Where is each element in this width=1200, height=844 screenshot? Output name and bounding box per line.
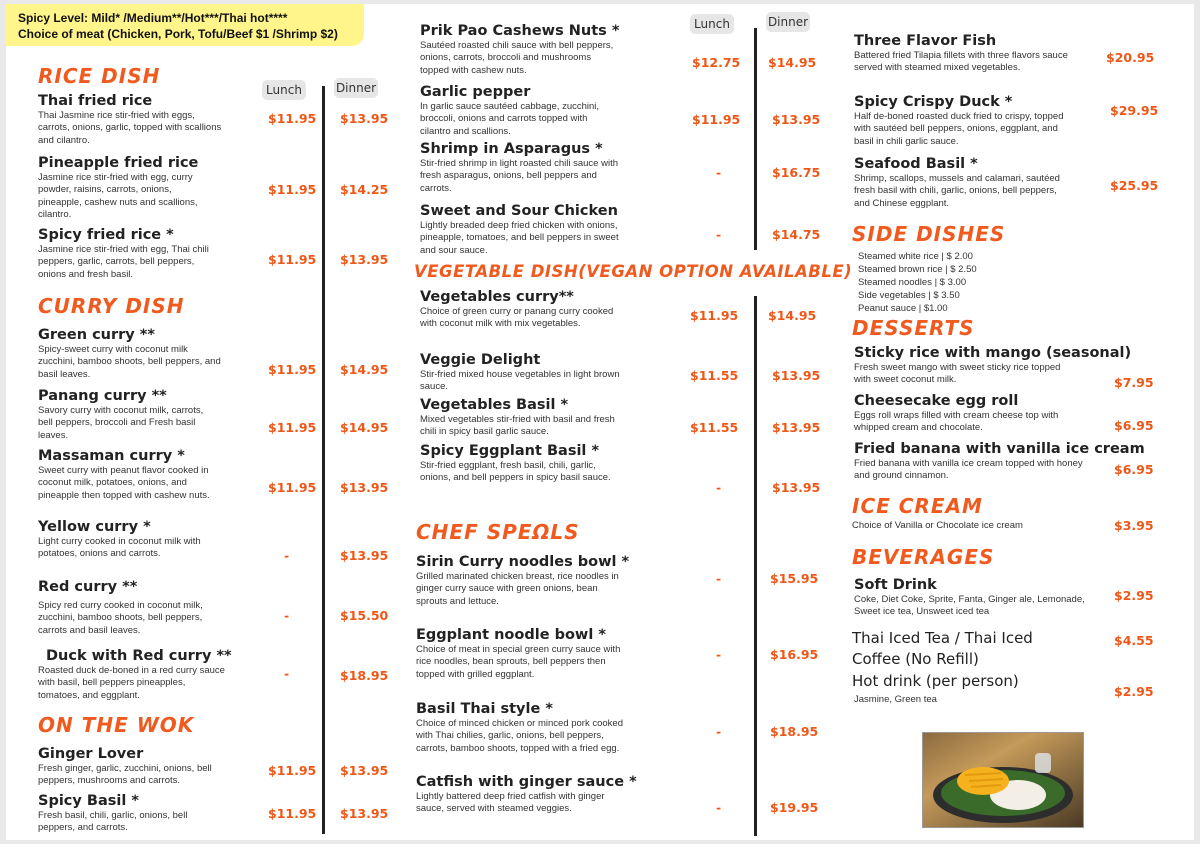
item-desc: Stir-fried shrimp in light roasted chili sauce with fresh asparagus, onions, bell peppers and carrots. <box>420 158 618 194</box>
item-price: $7.95 <box>1114 375 1154 390</box>
menu-item <box>420 396 630 439</box>
side-dish-item: Steamed white rice | $ 2.00 <box>858 251 973 262</box>
item-name: Pineapple fried rice <box>38 155 199 171</box>
item-desc: Spicy-sweet curry with coconut milk zucchini, bamboo shoots, bell peppers, and basil leaves. <box>38 344 221 380</box>
lunch-header: Lunch <box>262 80 306 100</box>
item-desc: Jasmine, Green tea <box>854 694 937 705</box>
lunch-price: $11.95 <box>268 362 317 377</box>
menu-item <box>852 628 1092 670</box>
section-title-chef-specials: CHEF SPEΩLS <box>416 520 580 544</box>
item-desc: Eggs roll wraps filled with cream cheese top with whipped cream and chocolate. <box>854 410 1059 434</box>
item-price: $6.95 <box>1114 418 1154 433</box>
dinner-price: $18.95 <box>340 668 389 683</box>
item-name: Vegetables Basil * <box>420 397 569 413</box>
lunch-price: $11.95 <box>268 480 317 495</box>
item-name: Green curry ** <box>38 327 155 343</box>
item-name: Prik Pao Cashews Nuts * <box>420 23 620 39</box>
lunch-price: - <box>716 800 722 815</box>
item-name: Seafood Basil * <box>854 156 978 172</box>
item-desc: Fresh sweet mango with sweet sticky rice topped with sweet coconut milk. <box>854 362 1061 386</box>
item-price: $20.95 <box>1106 50 1155 65</box>
item-desc: Grilled marinated chicken breast, rice noodles in ginger curry sauce with green onions, bean sprouts and lettuce. <box>416 571 619 607</box>
menu-item <box>38 92 228 147</box>
column-divider <box>754 28 757 250</box>
lunch-price: $11.95 <box>268 252 317 267</box>
menu-item <box>420 140 620 195</box>
dinner-price: $19.95 <box>770 800 819 815</box>
item-name: Ginger Lover <box>38 746 144 762</box>
item-desc: Stir-fried eggplant, fresh basil, chili, garlic, onions, and bell peppers in spicy basil sauce. <box>420 460 611 484</box>
menu-item <box>38 578 218 637</box>
lunch-price: - <box>716 647 722 662</box>
menu-item <box>854 392 1094 435</box>
item-desc: Choice of minced chicken or minced pork cooked with Thai chilies, garlic, onions, bell peppers, carrots, bamboo shoots, topped with a fried egg. <box>416 718 623 754</box>
menu-item <box>416 626 631 681</box>
item-desc: Fresh basil, chili, garlic, onions, bell peppers, and carrots. <box>38 810 188 834</box>
lunch-price: - <box>716 165 722 180</box>
item-desc: Half de-boned roasted duck fried to crispy, topped with sautéed bell peppers, onions, eggplant, and basil in chili garlic sauce. <box>854 111 1064 147</box>
item-desc: Coke, Diet Coke, Sprite, Fanta, Ginger ale, Lemonade, Sweet ice tea, Unsweet iced tea <box>854 594 1085 618</box>
menu-item <box>38 647 232 702</box>
item-name: Hot drink (per person) <box>852 672 1019 690</box>
dinner-price: $15.95 <box>770 571 819 586</box>
item-desc: Lightly breaded deep fried chicken with onions, pineapple, tomatoes, and bell peppers in sweet and sour sauce. <box>420 220 619 256</box>
lunch-price: $11.55 <box>690 420 739 435</box>
item-desc: Choice of meat in special green curry sauce with rice noodles, bean sprouts, bell peppers then topped with grilled eggplant. <box>416 644 621 680</box>
menu-item <box>38 226 223 281</box>
dinner-price: $13.95 <box>772 368 821 383</box>
menu-item <box>420 288 630 331</box>
item-desc: Sweet curry with peanut flavor cooked in coconut milk, potatoes, onions, and pineapple then topped with cashew nuts. <box>38 465 210 501</box>
item-desc: Sautéed roasted chili sauce with bell peppers, onions, carrots, broccoli and mushrooms topped with cashew nuts. <box>420 40 614 76</box>
item-desc: Thai Jasmine rice stir-fried with eggs, carrots, onions, garlic, topped with scallions and cilantro. <box>38 110 222 146</box>
item-name: Duck with Red curry ** <box>46 648 232 664</box>
item-desc: Light curry cooked in coconut milk with potatoes, onions and carrots. <box>38 536 201 560</box>
lunch-price: - <box>284 608 290 623</box>
side-dish-item: Steamed brown rice | $ 2.50 <box>858 264 977 275</box>
menu-item <box>420 202 620 257</box>
dinner-price: $13.95 <box>340 480 389 495</box>
section-title-rice: RICE DISH <box>38 64 161 88</box>
item-desc: Spicy red curry cooked in coconut milk, zucchini, bamboo shoots, bell peppers, carrots and basil leaves. <box>38 600 203 636</box>
side-dish-item: Steamed noodles | $ 3.00 <box>858 277 967 288</box>
menu-item <box>420 351 630 394</box>
dinner-price: $14.95 <box>768 308 817 323</box>
menu-item <box>38 447 218 502</box>
menu-item <box>852 671 1092 706</box>
column-left <box>6 4 400 840</box>
lunch-price: $11.95 <box>268 111 317 126</box>
lunch-price: $11.95 <box>268 806 317 821</box>
item-desc: Stir-fried mixed house vegetables in light brown sauce. <box>420 369 620 393</box>
item-name: Red curry ** <box>38 579 138 595</box>
column-divider <box>754 296 757 836</box>
dinner-header: Dinner <box>334 78 378 98</box>
item-name: Vegetables curry** <box>420 289 574 305</box>
item-name: Basil Thai style * <box>416 701 553 717</box>
menu-item <box>38 326 223 381</box>
dinner-price: $13.95 <box>772 480 821 495</box>
item-name: Sweet and Sour Chicken <box>420 203 618 219</box>
dinner-price: $13.95 <box>340 252 389 267</box>
item-desc: In garlic sauce sautéed cabbage, zucchini, broccoli, onions and carrots topped with cilantro and scallions. <box>420 101 600 137</box>
lunch-price: $11.55 <box>690 368 739 383</box>
item-desc: Battered fried Tilapia fillets with three flavors sauce served with steamed mixed vegetables. <box>854 50 1068 74</box>
menu-item <box>854 155 1074 210</box>
side-dish-item: Side vegetables | $ 3.50 <box>858 290 960 301</box>
item-name: Shrimp in Asparagus * <box>420 141 603 157</box>
lunch-price: $11.95 <box>692 112 741 127</box>
item-name: Cheesecake egg roll <box>854 393 1019 409</box>
menu-item <box>854 32 1074 75</box>
dinner-price: $13.95 <box>340 111 389 126</box>
item-name: Garlic pepper <box>420 84 531 100</box>
item-name: Thai fried rice <box>38 93 153 109</box>
item-name: Sticky rice with mango (seasonal) <box>854 345 1132 361</box>
item-name: Spicy Eggplant Basil * <box>420 443 600 459</box>
menu-item <box>854 576 1094 619</box>
dinner-price: $13.95 <box>340 763 389 778</box>
menu-item <box>854 344 1134 387</box>
food-illustration <box>923 733 1083 827</box>
dinner-price: $15.50 <box>340 608 389 623</box>
dinner-price: $14.75 <box>772 227 821 242</box>
item-price: $2.95 <box>1114 588 1154 603</box>
lunch-price: $12.75 <box>692 55 741 70</box>
lunch-price: - <box>284 666 290 681</box>
lunch-price: - <box>716 724 722 739</box>
dinner-price: $14.95 <box>340 362 389 377</box>
dinner-header: Dinner <box>766 12 810 32</box>
item-price: $29.95 <box>1110 103 1159 118</box>
mango-sticky-rice-photo <box>922 732 1084 828</box>
dinner-price: $13.95 <box>340 806 389 821</box>
menu-item <box>854 93 1074 148</box>
section-title-ice-cream: ICE CREAM <box>852 494 983 518</box>
item-name: Catfish with ginger sauce * <box>416 774 637 790</box>
item-name: Sirin Curry noodles bowl * <box>416 554 630 570</box>
item-name: Spicy fried rice * <box>38 227 174 243</box>
lunch-price: - <box>284 548 290 563</box>
lunch-price: - <box>716 480 722 495</box>
item-name-continued: Coffee (No Refill) <box>852 650 979 668</box>
item-desc: Jasmine rice stir-fried with egg, Thai chili peppers, garlic, carrots, bell peppers, onions and fresh basil. <box>38 244 209 280</box>
column-right <box>846 4 1194 840</box>
item-price: $25.95 <box>1110 178 1159 193</box>
menu-item <box>420 83 620 138</box>
menu-item <box>420 442 620 485</box>
section-title-curry: CURRY DISH <box>38 294 185 318</box>
dinner-price: $14.25 <box>340 182 389 197</box>
item-price: $6.95 <box>1114 462 1154 477</box>
menu-item <box>38 518 218 561</box>
item-price: $2.95 <box>1114 684 1154 699</box>
item-name: Panang curry ** <box>38 388 167 404</box>
dinner-price: $13.95 <box>772 112 821 127</box>
item-desc: Jasmine rice stir-fried with egg, curry powder, raisins, carrots, onions, pineapple, cashew nuts and scallions, cilantro. <box>38 172 198 221</box>
menu-item <box>38 745 238 788</box>
item-name: Spicy Crispy Duck * <box>854 94 1013 110</box>
dinner-price: $16.75 <box>772 165 821 180</box>
item-desc: Choice of green curry or panang curry cooked with coconut milk with mix vegetables. <box>420 306 614 330</box>
item-desc: Mixed vegetables stir-fried with basil and fresh chili in spicy basil garlic sauce. <box>420 414 615 438</box>
item-name: Eggplant noodle bowl * <box>416 627 606 643</box>
dinner-price: $14.95 <box>340 420 389 435</box>
column-divider <box>322 86 325 834</box>
dinner-price: $13.95 <box>772 420 821 435</box>
lunch-price: - <box>716 571 722 586</box>
item-price: $4.55 <box>1114 633 1154 648</box>
ice-cream-desc: Choice of Vanilla or Chocolate ice cream <box>852 520 1023 531</box>
menu-item <box>416 700 626 755</box>
item-desc: Shrimp, scallops, mussels and calamari, sautéed fresh basil with chili, garlic, onions, bell peppers, and Chinese eggplant. <box>854 173 1060 209</box>
dinner-price: $13.95 <box>340 548 389 563</box>
spice-info-banner <box>6 4 364 46</box>
section-title-wok: ON THE WOK <box>38 713 195 737</box>
item-desc: Savory curry with coconut milk, carrots, bell peppers, broccoli and Fresh basil leaves. <box>38 405 204 441</box>
lunch-price: - <box>716 227 722 242</box>
item-name: Thai Iced Tea / Thai Iced <box>852 629 1033 647</box>
menu-item <box>38 387 208 442</box>
menu-item <box>416 773 637 816</box>
dinner-price: $16.95 <box>770 647 819 662</box>
lunch-price: $11.95 <box>690 308 739 323</box>
spicy-level-text: Spicy Level: Mild* /Medium**/Hot***/Thai hot**** <box>18 11 288 25</box>
dinner-price: $18.95 <box>770 724 819 739</box>
item-desc: Fresh ginger, garlic, zucchini, onions, bell peppers, mushrooms and carrots. <box>38 763 212 787</box>
item-name: Veggie Delight <box>420 352 541 368</box>
item-name: Three Flavor Fish <box>854 33 997 49</box>
item-name: Massaman curry * <box>38 448 185 464</box>
item-desc: Fried banana with vanilla ice cream topped with honey and ground cinnamon. <box>854 458 1083 482</box>
lunch-header: Lunch <box>690 14 734 34</box>
menu-item <box>420 22 620 77</box>
item-name: Fried banana with vanilla ice cream <box>854 441 1145 457</box>
item-price: $3.95 <box>1114 518 1154 533</box>
column-middle <box>400 4 853 840</box>
side-dish-item: Peanut sauce | $1.00 <box>858 303 948 314</box>
item-name: Spicy Basil * <box>38 793 139 809</box>
lunch-price: $11.95 <box>268 420 317 435</box>
section-title-side-dishes: SIDE DISHES <box>852 222 1006 246</box>
meat-choice-text: Choice of meat (Chicken, Pork, Tofu/Beef $1 /Shrimp $2) <box>18 27 338 41</box>
section-title-vegetable: VEGETABLE DISH(VEGAN OPTION AVAILABLE) <box>414 262 853 281</box>
menu-page <box>6 4 1194 840</box>
item-desc: Roasted duck de-boned in a red curry sauce with basil, bell peppers pineapples, tomatoes, and eggplant. <box>38 665 225 701</box>
menu-item <box>38 792 223 835</box>
item-desc: Lightly battered deep fried catfish with ginger sauce, served with steamed veggies. <box>416 791 605 815</box>
menu-item <box>38 154 218 222</box>
dinner-price: $14.95 <box>768 55 817 70</box>
lunch-price: $11.95 <box>268 763 317 778</box>
section-title-desserts: DESSERTS <box>852 316 975 340</box>
lunch-price: $11.95 <box>268 182 317 197</box>
section-title-beverages: BEVERAGES <box>852 545 995 569</box>
item-name: Soft Drink <box>854 577 937 593</box>
item-name: Yellow curry * <box>38 519 151 535</box>
menu-item <box>416 553 630 608</box>
menu-item <box>854 440 1144 483</box>
